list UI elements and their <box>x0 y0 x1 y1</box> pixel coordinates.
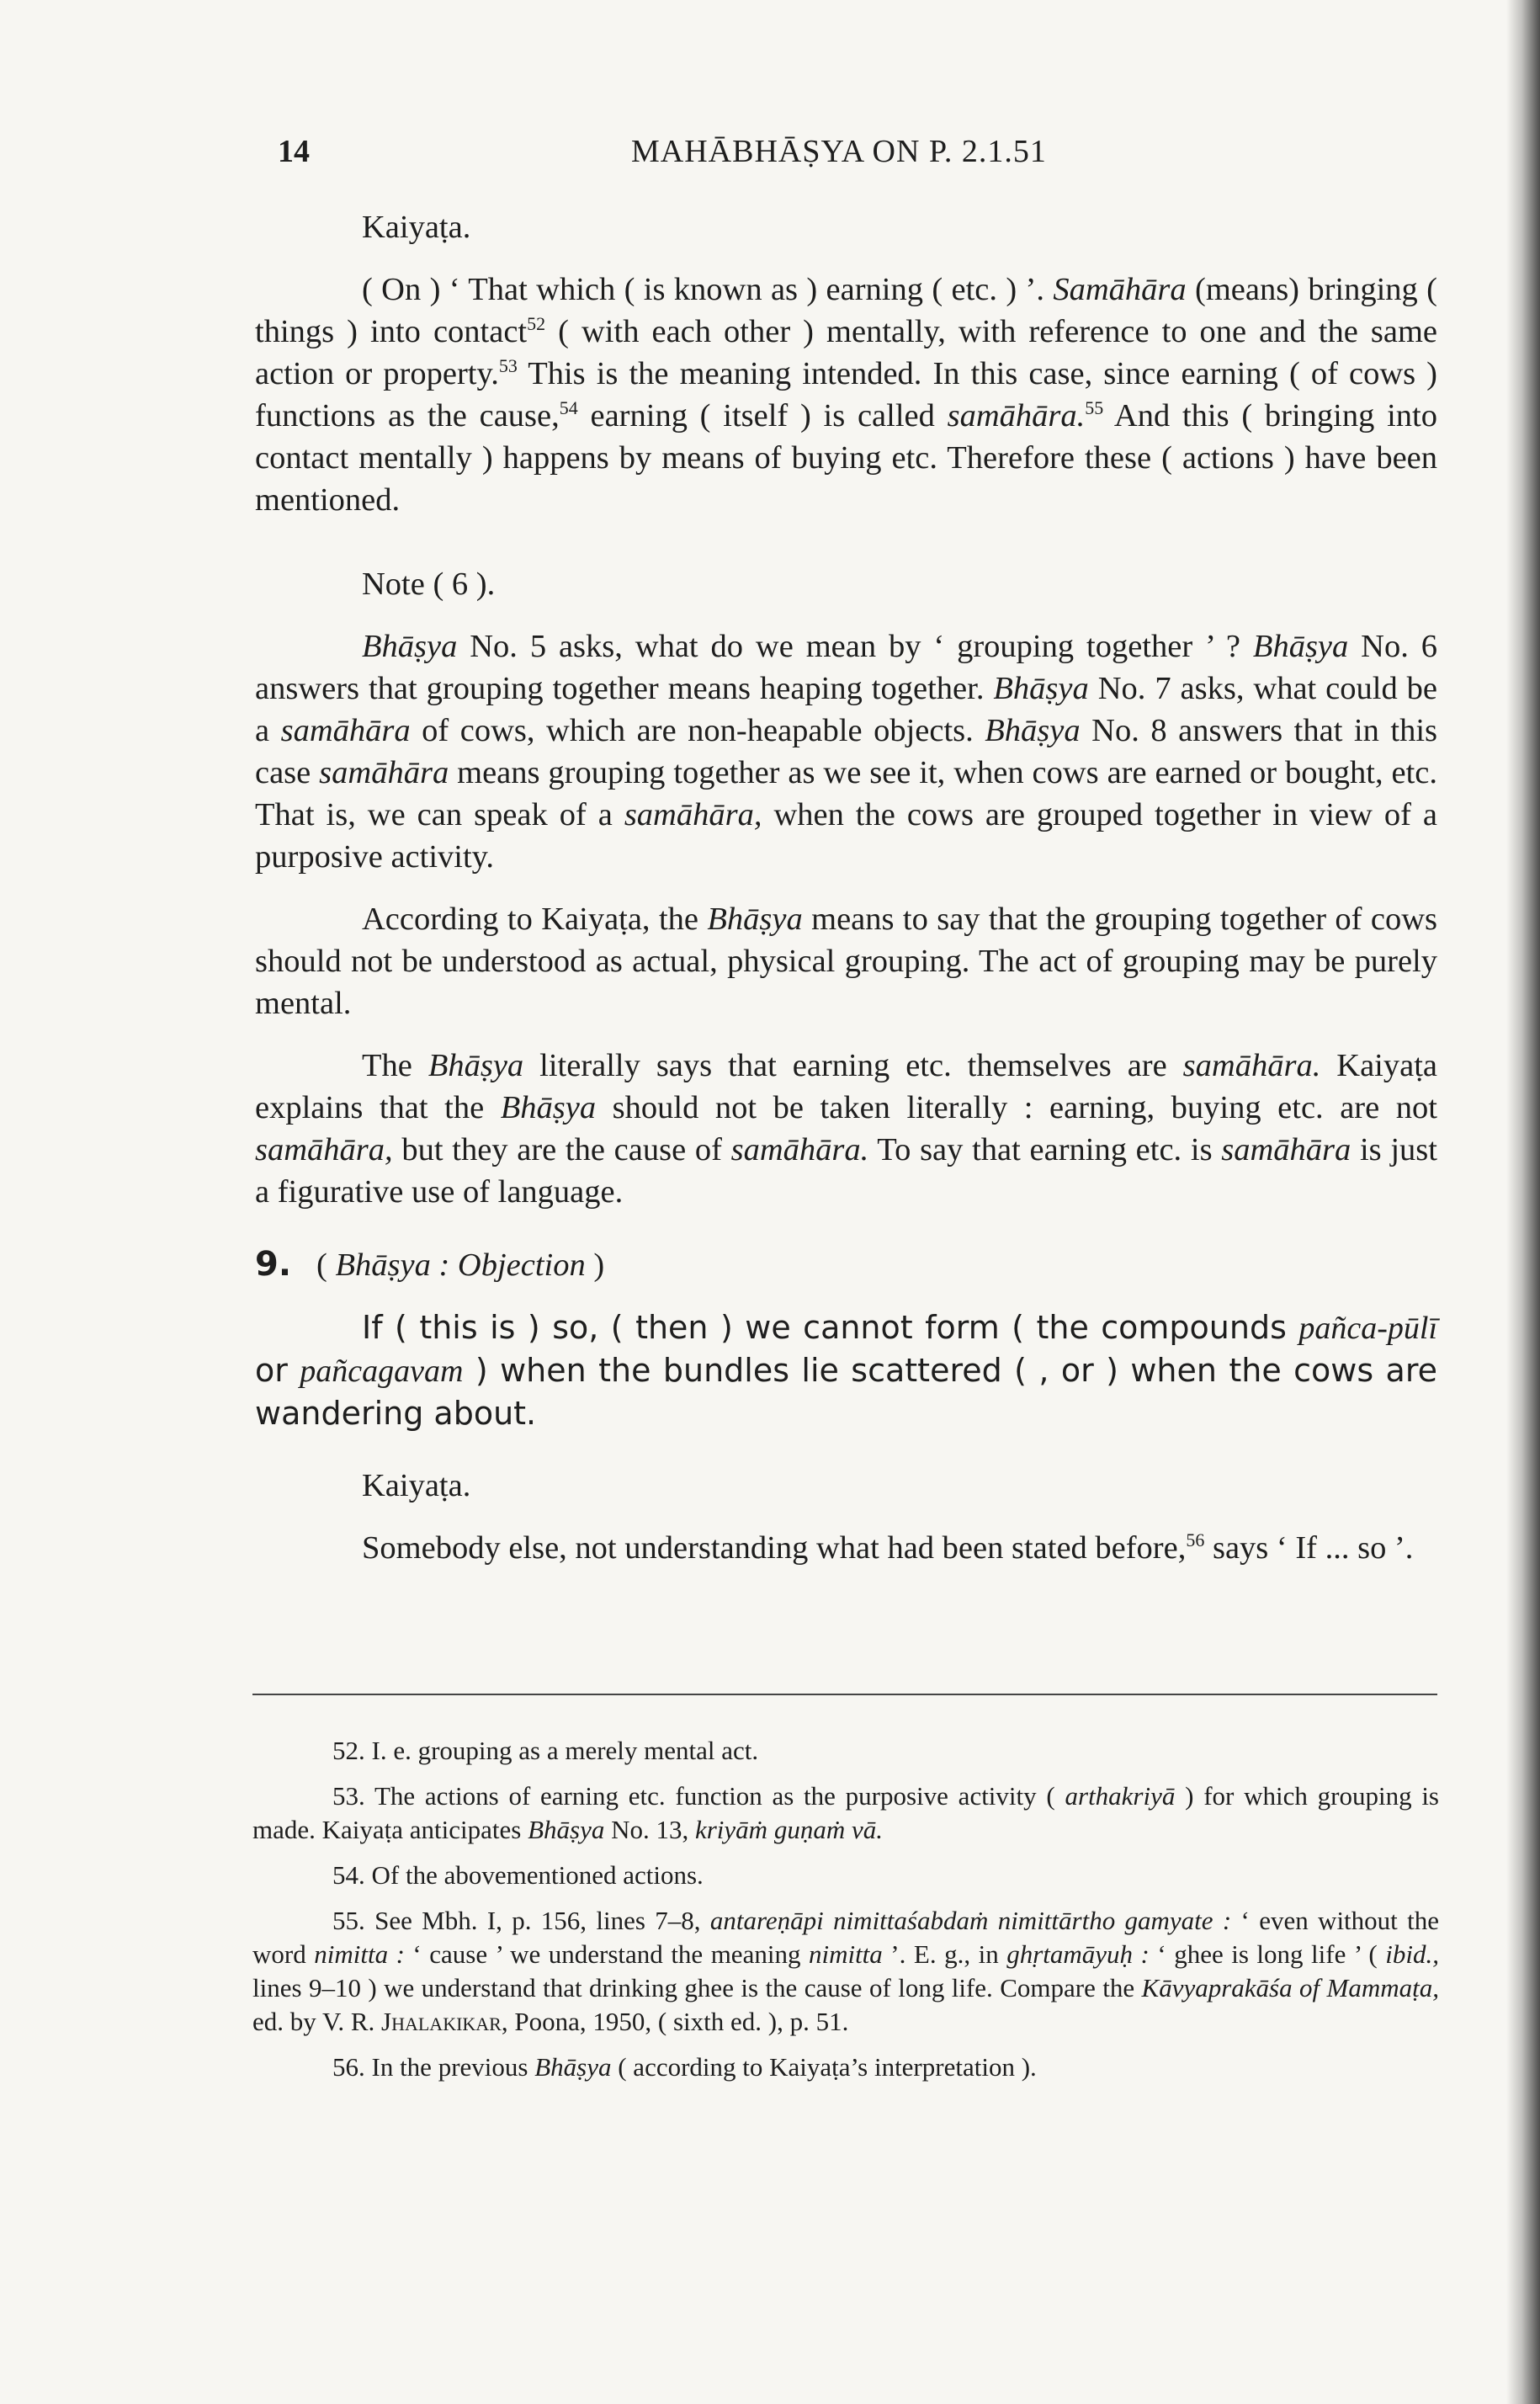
section-number: 9. <box>255 1245 292 1284</box>
footnote-56: 56. In the previous Bhāṣya ( according to Kaiyaṭa’s interpretation ). <box>332 2052 1037 2082</box>
footnote-52: 52. I. e. grouping as a merely mental act. <box>332 1736 759 1765</box>
section-title: Bhāṣya : Objection <box>335 1247 586 1283</box>
running-head: MAHĀBHĀṢYA ON P. 2.1.51 <box>631 134 1047 169</box>
footnote-55: 55. See Mbh. I, p. 156, lines 7–8, antareṇāpi nimittaśabdaṁ nimittārtho gamyate : ‘ even without the word nimitta : ‘ cause ’ we understand the meaning nimitta ’. E. g., in ghṛtamāyuḥ : ‘ ghee is long life ’ ( ibid., lines 9–10 ) we understand that drinking ghee is the cause of long life. Compare the Kāvyaprakāśa of Mammaṭa, ed. by V. R. Jhalakikar, Poona, 1950, ( sixth ed. ), p. 51. <box>252 1906 1440 2036</box>
paragraph-note-kaiyata: According to Kaiyaṭa, the Bhāṣya means to say that the grouping together of cows should not be understood as actual, physical grouping. The act of grouping may be purely mental. <box>255 902 1437 1021</box>
footnote-ref-55: 55 <box>1085 397 1104 418</box>
footnote-ref-52: 52 <box>527 313 546 334</box>
paragraph-bhasya-objection: If ( this is ) so, ( then ) we cannot form ( the compounds pañca-pūlī or pañcagavam ) when the bundles lie scattered ( , or ) when the cows are wandering about. <box>255 1309 1437 1432</box>
page-header <box>278 133 1439 175</box>
footnote-ref-56: 56 <box>1186 1529 1205 1550</box>
paragraph-kaiyata-2: Somebody else, not understanding what had been stated before,$^{56}$ says ‘ If ... so ’. <box>362 1529 1414 1566</box>
paragraph-note-bhasya: Bhāṣya No. 5 asks, what do we mean by ‘ grouping together ’ ? Bhāṣya No. 6 answers that grouping together means heaping together. Bhāṣya No. 7 asks, what could be a samāhāra of cows, which are non-heapable objects. Bhāṣya No. 8 answers that in this case samāhāra means grouping together as we see it, when cows are earned or bought, etc. That is, we can speak of a samāhāra, when the cows are grouped together in view of a purposive activity. <box>255 629 1438 875</box>
kaiyata-heading: Kaiyaṭa. <box>362 210 471 245</box>
main-text <box>255 206 1437 1569</box>
footnote-ref-53: 53 <box>498 355 518 376</box>
footnote-ref-54: 54 <box>559 397 578 418</box>
page-number: 14 <box>278 134 310 169</box>
paragraph-note-literal: The Bhāṣya literally says that earning etc. themselves are samāhāra. Kaiyaṭa explains that the Bhāṣya should not be taken literally : earning, buying etc. are not samāhāra, but they are the cause of samāhāra. To say that earning etc. is samāhāra is just a figurative use of language. <box>255 1048 1438 1210</box>
page-edge-shadow <box>1506 0 1540 2404</box>
footnote-rule <box>252 1694 1437 1695</box>
section-9-heading: 9. ( Bhāṣya : Objection ) <box>255 1245 605 1284</box>
footnote-54: 54. Of the abovementioned actions. <box>332 1860 704 1890</box>
paragraph-kaiyata-commentary: ( On ) ‘ That which ( is known as ) earning ( etc. ) ’. Samāhāra (means) bringing ( things ) into contact$^{52}$ ( with each other ) mentally, with reference to one and the same action or property.$^{53}$ This is the meaning intended. In this case, since earning ( of cows ) functions as the cause,$^{54}$ earning ( itself ) is called samāhāra.$^{55}$ And this ( bringing into contact mentally ) happens by means of buying etc. Therefore these ( actions ) have been mentioned. <box>255 272 1437 518</box>
footnotes <box>252 1734 1439 2096</box>
footnote-53: 53. The actions of earning etc. function as the purposive activity ( arthakriyā ) for which grouping is made. Kaiyaṭa anticipates Bhāṣya No. 13, kriyāṁ guṇaṁ vā. <box>252 1781 1439 1844</box>
kaiyata-heading-2: Kaiyaṭa. <box>362 1468 471 1503</box>
note-heading: Note ( 6 ). <box>362 566 496 602</box>
